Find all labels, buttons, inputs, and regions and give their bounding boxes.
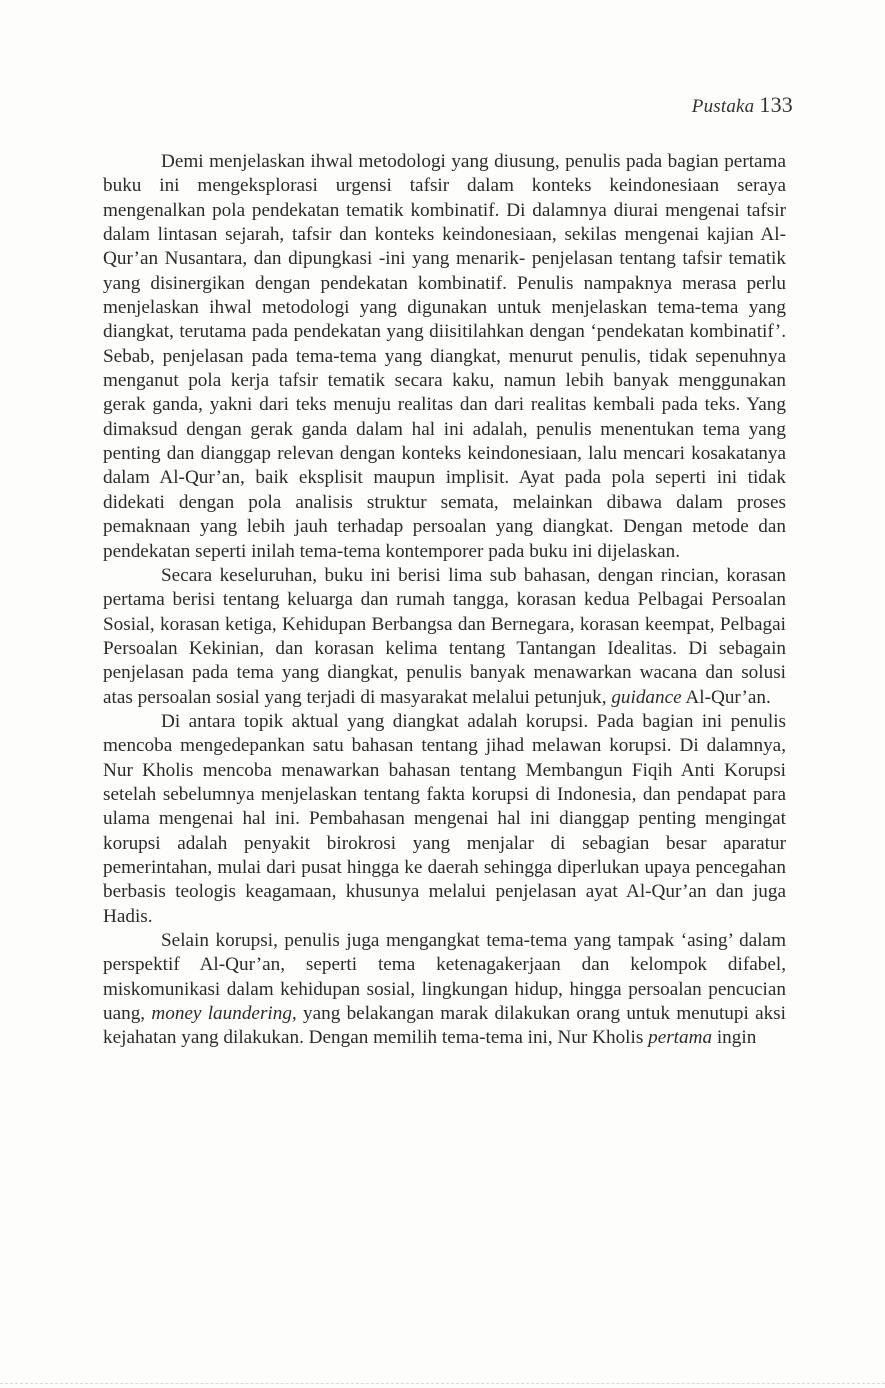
italic-term-guidance: guidance	[611, 686, 682, 708]
paragraph-methodology: Demi menjelaskan ihwal metodologi yang diusung, penulis pada bagian pertama buku ini mengeksplorasi urgensi tafsir dalam konteks keindonesiaan seraya mengenalkan pola pendekatan tematik kombinatif. Di dalamnya diurai mengenai tafsir dalam lintasan sejarah, tafsir dan konteks keindonesiaan, sekilas mengenai kajian Al-Qur’an Nusantara, dan dipungkasi -ini yang menarik- penjelasan tentang tafsir tematik yang disinergikan dengan pendekatan kombinatif. Penulis nampaknya merasa perlu menjelaskan ihwal metodologi yang digunakan untuk menjelaskan tema-tema yang diangkat, terutama pada pendekatan yang diisitilahkan dengan ‘pendekatan kombinatif’. Sebab, penjelasan pada tema-tema yang diangkat, menurut penulis, tidak sepenuhnya menganut pola kerja tafsir tematik secara kaku, namun lebih banyak menggunakan gerak ganda, yakni dari teks menuju realitas dan dari realitas kembali pada teks. Yang dimaksud dengan gerak ganda dalam hal ini adalah, penulis menentukan tema yang penting dan dianggap relevan dengan konteks keindonesiaan, lalu mencari kosakatanya dalam Al-Qur’an, baik eksplisit maupun implisit. Ayat pada pola seperti ini tidak didekati dengan pola analisis struktur semata, melainkan dibawa dalam proses pemaknaan yang lebih jauh terhadap persoalan yang diangkat. Dengan metode dan pendekatan seperti inilah tema-tema kontemporer pada buku ini dijelaskan.	[103, 151, 786, 562]
paragraph-other-themes-text: Selain korupsi, penulis juga mengangkat tema-tema yang tampak ‘asing’ dalam perspektif Al-Qur’an, seperti tema ketenagakerjaan dan kelompok difabel, miskomunikasi dalam kehidupan sosial, lingkungan hidup, hingga persoalan pencucian uang,	[103, 930, 786, 1025]
italic-term-pertama: pertama	[648, 1027, 713, 1049]
italic-term-money-laundering: money laundering,	[151, 1003, 297, 1025]
paragraph-overview-tail: Al-Qur’an.	[681, 686, 771, 708]
paragraph-overview	[103, 564, 786, 710]
running-title: Pustaka	[691, 96, 755, 117]
running-header	[692, 92, 793, 118]
paragraph-other-themes-middle: yang belakangan marak dilakukan orang untuk menutupi aksi kejahatan yang dilakukan. Dengan memilih tema-tema ini, Nur Kholis	[103, 1003, 786, 1049]
paragraph-other-themes	[103, 929, 786, 1051]
paragraph-other-themes-tail: ingin	[712, 1027, 757, 1049]
body-text	[103, 150, 786, 1051]
scan-edge-line	[0, 1382, 885, 1384]
page-number: 133	[759, 92, 793, 117]
paragraph-overview-text: Secara keseluruhan, buku ini berisi lima sub bahasan, dengan rincian, korasan pertama berisi tentang keluarga dan rumah tangga, korasan kedua Pelbagai Persoalan Sosial, korasan ketiga, Kehidupan Berbangsa dan Bernegara, korasan keempat, Pelbagai Persoalan Kekinian, dan korasan kelima tentang Tantangan Idealitas. Di sebagain penjelasan pada tema yang diangkat, penulis banyak menawarkan wacana dan solusi atas persoalan sosial yang terjadi di masyarakat melalui petunjuk,	[103, 564, 786, 708]
paragraph-corruption: Di antara topik aktual yang diangkat adalah korupsi. Pada bagian ini penulis mencoba mengedepankan satu bahasan tentang jihad melawan korupsi. Di dalamnya, Nur Kholis mencoba menawarkan bahasan tentang Membangun Fiqih Anti Korupsi setelah sebelumnya menjelaskan tentang fakta korupsi di Indonesia, dan pendapat para ulama mengenai hal ini. Pembahasan mengenai hal ini dianggap penting mengingat korupsi adalah penyakit birokrosi yang menjalar di sebagian besar aparatur pemerintahan, mulai dari pusat hingga ke daerah sehingga diperlukan upaya pencegahan berbasis teologis keagamaan, khusunya melalui penjelasan ayat Al-Qur’an dan juga Hadis.	[103, 710, 786, 927]
